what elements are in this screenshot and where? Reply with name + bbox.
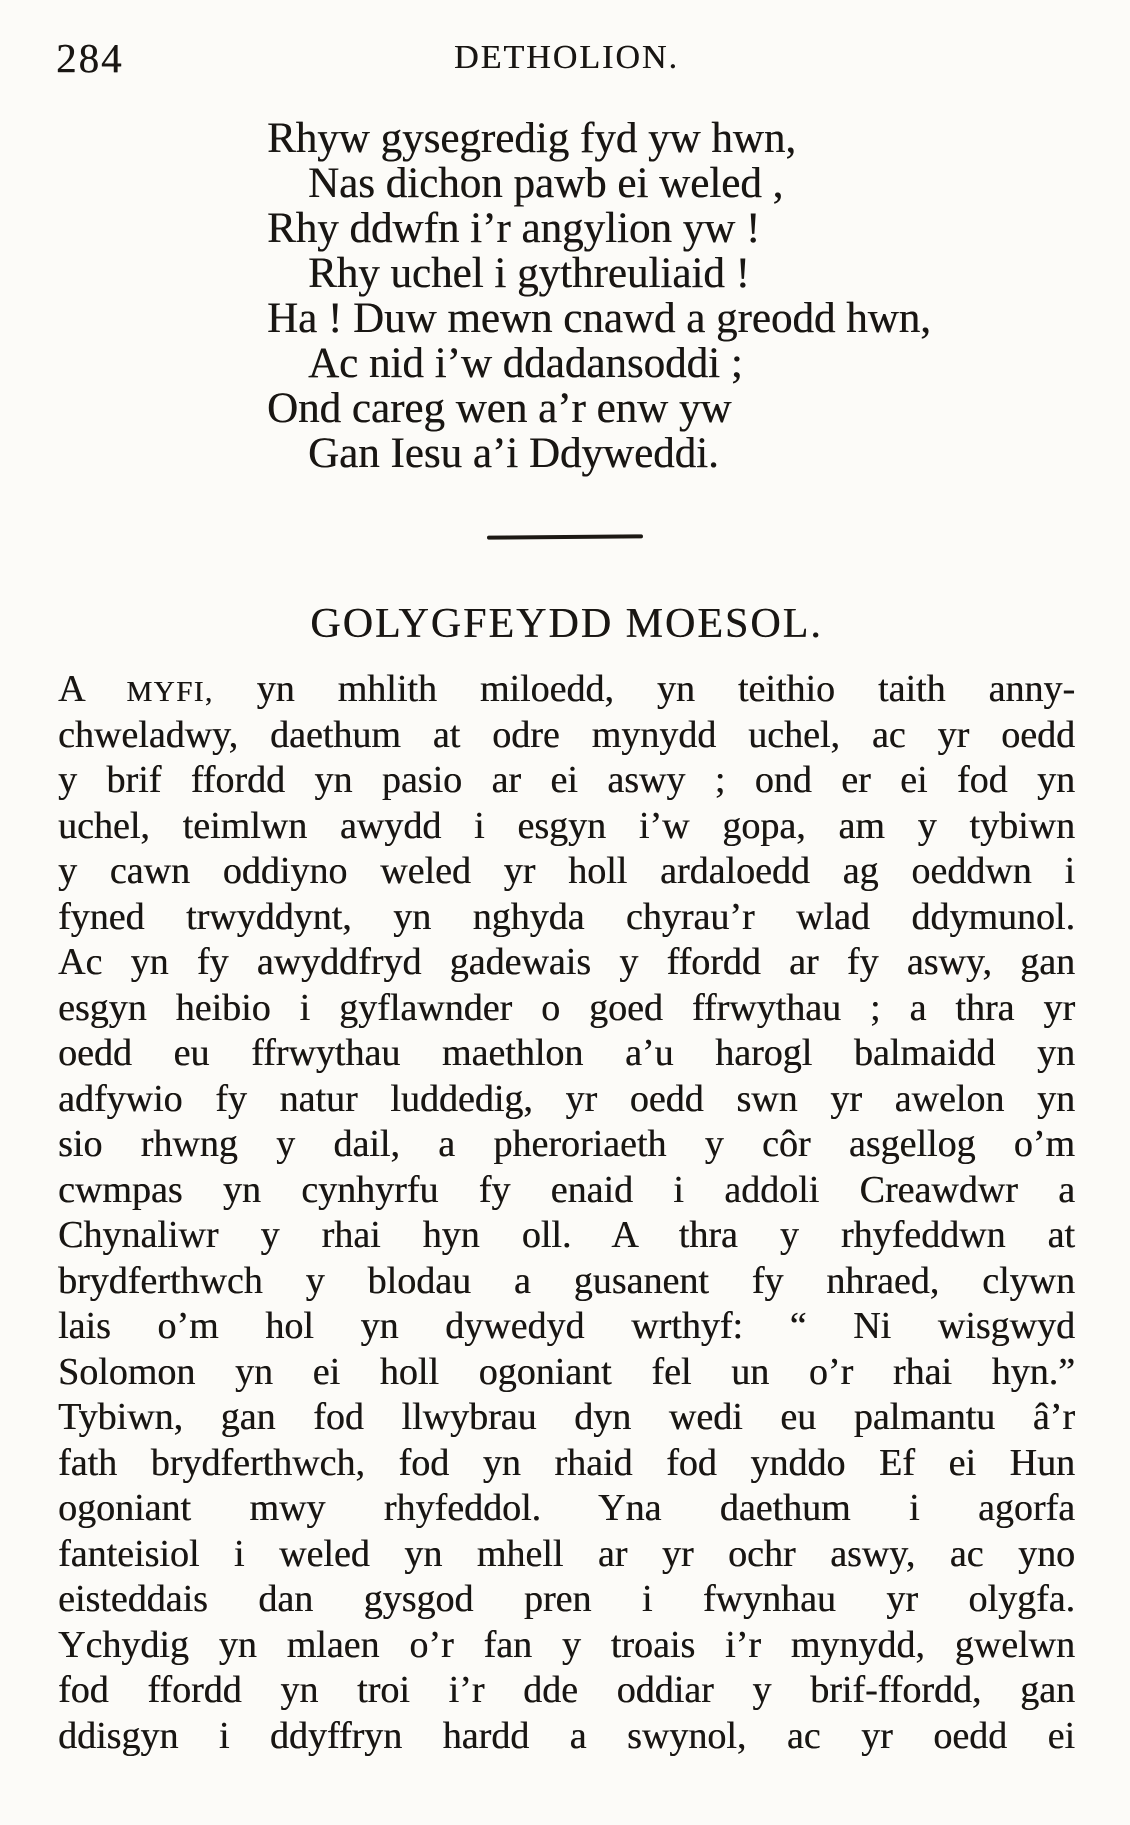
prose-line: Solomon yn ei holl ogoniant fel un o’r rhai hyn.”: [58, 1350, 1075, 1393]
section-divider-rule: [487, 534, 643, 539]
prose-line: fath brydferthwch, fod yn rhaid fod ynddo Ef ei Hun: [58, 1441, 1075, 1484]
prose-line: fanteisiol i weled yn mhell ar yr ochr aswy, ac yno: [58, 1532, 1075, 1575]
prose-line: fyned trwyddynt, yn nghyda chyrau’r wlad ddymunol.: [58, 895, 1075, 938]
prose-body: [58, 667, 1075, 1759]
poem-line: Ha ! Duw mewn cnawd a greodd hwn,: [267, 295, 931, 342]
poem-line: Nas dichon pawb ei weled ,: [308, 160, 784, 207]
running-header: DETHOLION.: [454, 39, 679, 76]
lead-initial: A: [58, 668, 84, 710]
prose-line: adfywio fy natur luddedig, yr oedd swn yr awelon yn: [58, 1077, 1075, 1120]
prose-line: Tybiwn, gan fod llwybrau dyn wedi eu palmantu â’r: [58, 1396, 1075, 1438]
prose-line: y brif ffordd yn pasio ar ei aswy ; ond er ei fod yn: [58, 759, 1075, 801]
prose-line: sio rhwng y dail, a pheroriaeth y côr asgellog o’m: [58, 1123, 1075, 1165]
prose-line: uchel, teimlwn awydd i esgyn i’w gopa, am y tybiwn: [58, 804, 1075, 847]
prose-line: Ychydig yn mlaen o’r fan y troais i’r mynydd, gwelwn: [58, 1623, 1075, 1666]
prose-line-lead: [58, 667, 1075, 713]
page-number: 284: [56, 35, 124, 81]
poem-line: Rhy ddwfn i’r angylion yw !: [267, 205, 761, 252]
prose-line: y cawn oddiyno weled yr holl ardaloedd ag oeddwn i: [58, 850, 1075, 892]
prose-line: brydferthwch y blodau a gusanent fy nhraed, clywn: [58, 1259, 1075, 1302]
poem-line: Gan Iesu a’i Ddyweddi.: [308, 430, 719, 477]
prose-line: fod ffordd yn troi i’r dde oddiar y brif-ffordd, gan: [58, 1669, 1075, 1711]
prose-line: Chynaliwr y rhai hyn oll. A thra y rhyfeddwn at: [58, 1214, 1075, 1256]
prose-line: chweladwy, daethum at odre mynydd uchel, ac yr oedd: [58, 713, 1075, 756]
poem-line: Rhy uchel i gythreuliaid !: [308, 250, 750, 297]
lead-rest: yn mhlith miloedd, yn teithio taith anny-: [256, 668, 1076, 710]
prose-line: eisteddais dan gysgod pren i fwynhau yr olygfa.: [58, 1578, 1075, 1620]
prose-line: ddisgyn i ddyffryn hardd a swynol, ac yr oedd ei: [58, 1714, 1075, 1757]
poem-line: Rhyw gysegredig fyd yw hwn,: [267, 115, 797, 162]
prose-line: cwmpas yn cynhyrfu fy enaid i addoli Creawdwr a: [58, 1168, 1075, 1211]
lead-smallcaps: MYFI,: [126, 676, 214, 708]
prose-line: lais o’m hol yn dywedyd wrthyf: “ Ni wisgwyd: [58, 1305, 1075, 1347]
poem-line: Ac nid i’w ddadansoddi ;: [308, 340, 743, 387]
poem-line: Ond careg wen a’r enw yw: [267, 385, 732, 432]
section-heading: GOLYGFEYDD MOESOL.: [310, 601, 823, 647]
prose-line: oedd eu ffrwythau maethlon a’u harogl balmaidd yn: [58, 1032, 1075, 1074]
poem: [267, 116, 931, 476]
prose-line: esgyn heibio i gyflawnder o goed ffrwythau ; a thra yr: [58, 986, 1075, 1029]
prose-line: ogoniant mwy rhyfeddol. Yna daethum i agorfa: [58, 1487, 1075, 1529]
prose-line: Ac yn fy awyddfryd gadewais y ffordd ar fy aswy, gan: [58, 941, 1075, 983]
